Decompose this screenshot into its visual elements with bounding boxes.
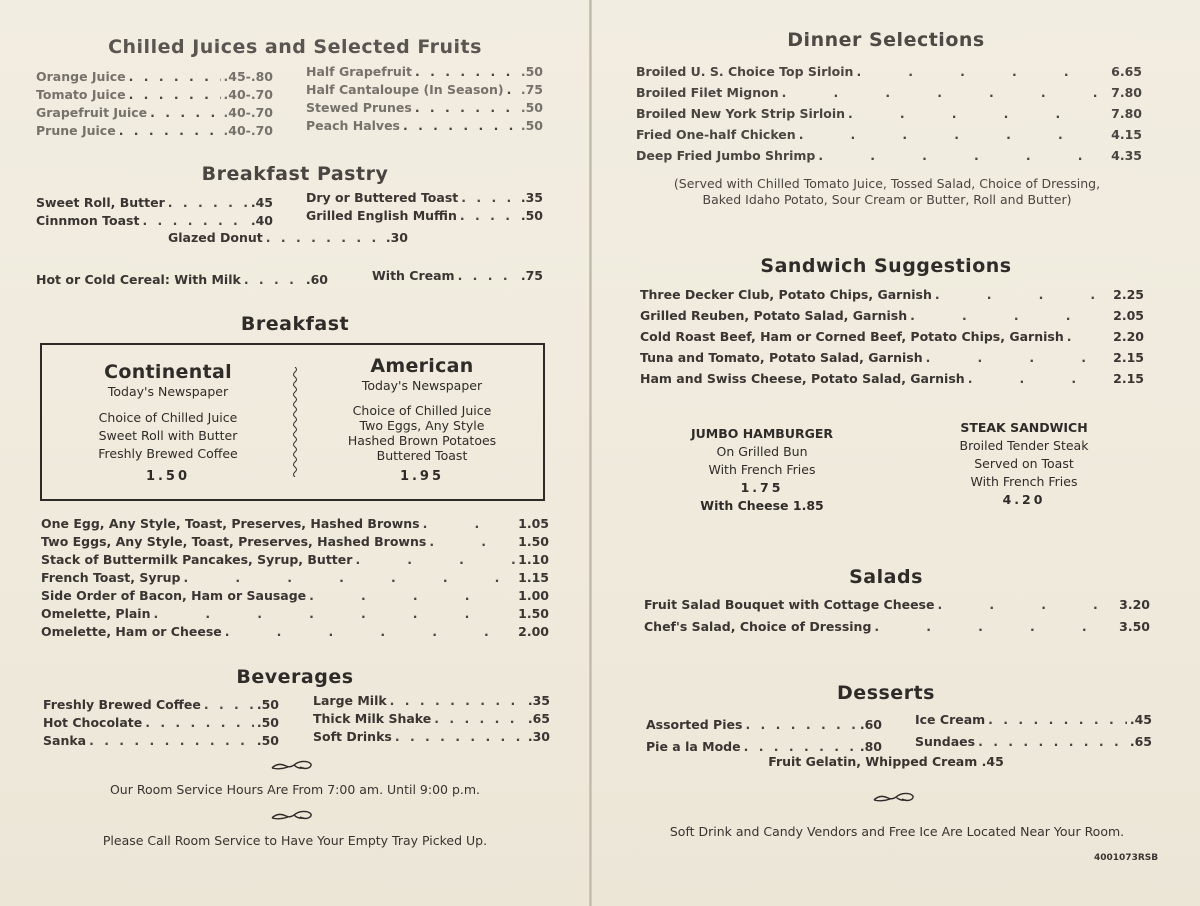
menu-item: Fried One-half Chicken . 4.15 (636, 127, 1142, 142)
section-heading-breakfast-pastry: Breakfast Pastry (201, 163, 389, 185)
menu-item: Three Decker Club, Potato Chips, Garnish . 2.25 (640, 287, 1144, 302)
print-code: 4001073RSB (1094, 853, 1159, 863)
menu-item: Freshly Brewed Coffee . . . .50 (43, 697, 279, 712)
menu-item: Stack of Buttermilk Pancakes, Syrup, Butter . 1.10 (41, 552, 549, 567)
menu-item: Tomato Juice . . . .40-.70 (36, 87, 273, 102)
breakfast-specials-box (40, 343, 545, 501)
fleuron-icon (872, 790, 916, 804)
menu-item: Tuna and Tomato, Potato Salad, Garnish . 2.15 (640, 350, 1144, 365)
continental-subtitle: Today's Newspaper (107, 384, 229, 399)
menu-item: Broiled New York Strip Sirloin . 7.80 (636, 106, 1142, 121)
hamburger-cheese-price: With Cheese 1.85 (700, 498, 824, 513)
steak-sandwich-block (924, 419, 1124, 509)
american-subtitle: Today's Newspaper (361, 378, 483, 393)
left-menu-page (0, 0, 590, 906)
menu-item: Cinnmon Toast . . . .40 (36, 213, 273, 228)
american-line: Buttered Toast (376, 448, 468, 463)
dinner-note: Baked Idaho Potato, Sour Cream or Butter, Roll and Butter) (702, 192, 1072, 207)
menu-item: Ham and Swiss Cheese, Potato Salad, Garnish . 2.15 (640, 371, 1144, 386)
menu-item: Omelette, Ham or Cheese . 2.00 (41, 624, 549, 639)
section-heading-beverages: Beverages (236, 666, 354, 688)
menu-item: Dry or Buttered Toast . . . .35 (306, 190, 543, 205)
continental-title: Continental (104, 361, 232, 383)
room-service-hours-note: Our Room Service Hours Are From 7:00 am. Until 9:00 p.m. (109, 782, 481, 797)
steak-title: STEAK SANDWICH (960, 420, 1088, 435)
menu-item: Half Grapefruit . . . .50 (306, 64, 543, 79)
menu-item: Orange Juice . . . .45-.80 (36, 69, 273, 84)
menu-item: Ice Cream . . . .45 (915, 712, 1152, 727)
continental-breakfast (58, 361, 278, 484)
vendors-note: Soft Drink and Candy Vendors and Free Ice Are Located Near Your Room. (669, 824, 1125, 839)
american-line: Choice of Chilled Juice (352, 403, 492, 418)
steak-line: Broiled Tender Steak (959, 438, 1089, 453)
menu-item: Half Cantaloupe (In Season) . . . .75 (306, 82, 543, 97)
right-menu-page (592, 0, 1200, 906)
american-price: 1.95 (399, 469, 445, 484)
menu-item: Soft Drinks . . . .30 (313, 729, 550, 744)
fruit-gelatin-item: Fruit Gelatin, Whipped Cream .45 (768, 754, 1004, 769)
menu-item: Hot or Cold Cereal: With Milk . . . .60 (36, 272, 328, 287)
menu-item: Assorted Pies . . . .60 (646, 717, 882, 732)
continental-line: Sweet Roll with Butter (98, 428, 238, 443)
continental-line: Freshly Brewed Coffee (98, 446, 238, 461)
section-heading-sandwiches: Sandwich Suggestions (760, 255, 1012, 277)
menu-item: Prune Juice . . . .40-.70 (36, 123, 273, 138)
dinner-note: (Served with Chilled Tomato Juice, Tossed Salad, Choice of Dressing, (673, 176, 1101, 191)
menu-item: Sweet Roll, Butter . . . .45 (36, 195, 273, 210)
american-title: American (370, 355, 474, 377)
menu-item: Grapefruit Juice . . . .40-.70 (36, 105, 273, 120)
menu-item: Sundaes . . . .65 (915, 734, 1152, 749)
menu-item: Grilled Reuben, Potato Salad, Garnish . 2.05 (640, 308, 1144, 323)
menu-item: Grilled English Muffin . . . .50 (306, 208, 543, 223)
wavy-divider-icon (291, 367, 299, 477)
menu-item: Sanka . . . .50 (43, 733, 279, 748)
hamburger-line: On Grilled Bun (716, 444, 808, 459)
menu-item: Thick Milk Shake . . . .65 (313, 711, 550, 726)
menu-item: Chef's Salad, Choice of Dressing . 3.50 (644, 619, 1150, 634)
american-line: Hashed Brown Potatoes (347, 433, 497, 448)
section-heading-chilled-juices: Chilled Juices and Selected Fruits (108, 36, 482, 58)
menu-item: Stewed Prunes . . . .50 (306, 100, 543, 115)
american-breakfast (312, 355, 532, 484)
menu-item: Deep Fried Jumbo Shrimp . 4.35 (636, 148, 1142, 163)
menu-item: Cold Roast Beef, Ham or Corned Beef, Potato Chips, Garnish . 2.20 (640, 329, 1144, 344)
continental-line: Choice of Chilled Juice (98, 410, 238, 425)
section-heading-salads: Salads (849, 566, 923, 588)
menu-item: French Toast, Syrup . 1.15 (41, 570, 549, 585)
steak-price: 4.20 (1002, 492, 1046, 507)
hamburger-price: 1.75 (740, 480, 784, 495)
section-heading-desserts: Desserts (837, 682, 935, 704)
menu-item: Side Order of Bacon, Ham or Sausage . 1.00 (41, 588, 549, 603)
hamburger-line: With French Fries (708, 462, 816, 477)
empty-tray-note: Please Call Room Service to Have Your Empty Tray Picked Up. (102, 833, 488, 848)
menu-item: Broiled Filet Mignon . 7.80 (636, 85, 1142, 100)
fleuron-icon (270, 758, 314, 772)
menu-item: One Egg, Any Style, Toast, Preserves, Hashed Browns . 1.05 (41, 516, 549, 531)
menu-item: Fruit Salad Bouquet with Cottage Cheese . 3.20 (644, 597, 1150, 612)
menu-item: Omelette, Plain . 1.50 (41, 606, 549, 621)
menu-item: Hot Chocolate . . . .50 (43, 715, 279, 730)
fleuron-icon (270, 808, 314, 822)
hamburger-title: JUMBO HAMBURGER (690, 426, 834, 441)
jumbo-hamburger-block (662, 425, 862, 515)
steak-line: With French Fries (970, 474, 1078, 489)
menu-item: Large Milk . . . .35 (313, 693, 550, 708)
menu-item: Glazed Donut . . . .30 (168, 230, 408, 245)
menu-item: Two Eggs, Any Style, Toast, Preserves, Hashed Browns . 1.50 (41, 534, 549, 549)
menu-item: Peach Halves . . . .50 (306, 118, 543, 133)
menu-item: Pie a la Mode . . . .80 (646, 739, 882, 754)
menu-item: Broiled U. S. Choice Top Sirloin . 6.65 (636, 64, 1142, 79)
continental-price: 1.50 (145, 469, 191, 484)
menu-item: With Cream . . . .75 (372, 268, 543, 283)
section-heading-breakfast: Breakfast (240, 313, 350, 335)
american-line: Two Eggs, Any Style (359, 418, 485, 433)
steak-line: Served on Toast (974, 456, 1074, 471)
section-heading-dinner: Dinner Selections (787, 29, 985, 51)
